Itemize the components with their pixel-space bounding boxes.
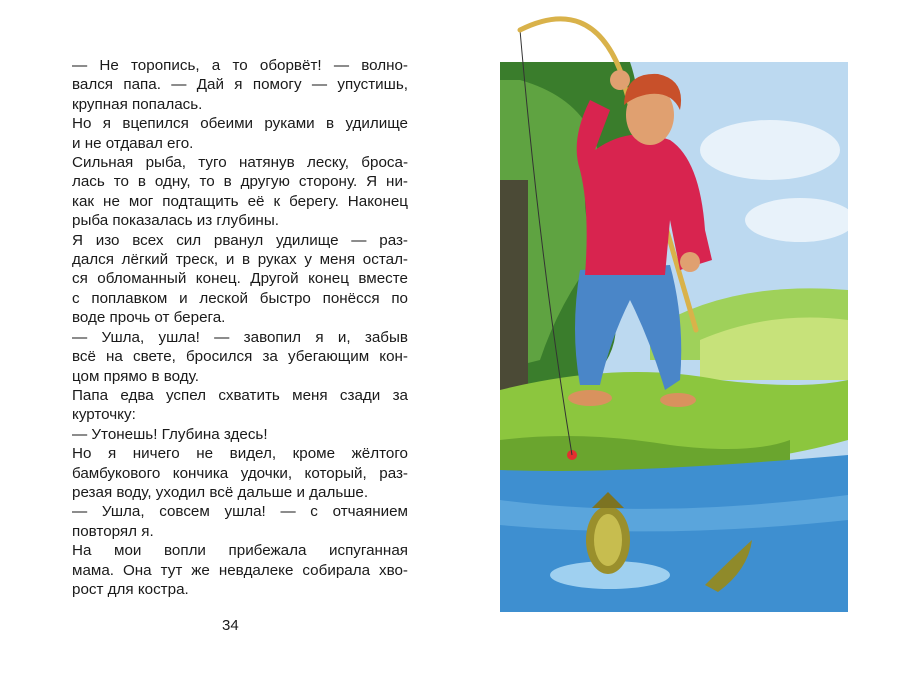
paragraph [72, 541, 408, 599]
paragraph [72, 231, 408, 328]
text-line: и не отдавал его. [72, 134, 194, 152]
text-line: курточку: [72, 406, 136, 424]
text-line: — Ушла, ушла! — завопил я и, забыв [72, 328, 408, 346]
text-line: ся обломанный конец. Другой конец вместе [72, 270, 408, 288]
text-line: резая воду, уходил всё дальше и дальше. [72, 483, 369, 501]
tree-trunk [500, 180, 528, 420]
text-line: бамбукового кончика удочки, который, раз- [72, 464, 408, 482]
paragraph [72, 502, 408, 541]
text-line: рыба показалась из глубины. [72, 212, 279, 230]
text-line: рост для костра. [72, 580, 189, 598]
text-line: лась то в одну, то в другую сторону. Я ни- [72, 173, 408, 191]
boy-hand [680, 252, 700, 272]
text-line: цом прямо в воду. [72, 367, 199, 385]
text-line: Но я ничего не видел, кроме жёлтого [72, 445, 408, 463]
text-line: крупная попалась. [72, 95, 203, 113]
text-line: с поплавком и леской быстро понёсся по [72, 289, 408, 307]
cloud [700, 120, 840, 180]
paragraph [72, 153, 408, 231]
text-line: Но я вцепился обеими руками в удилище [72, 115, 408, 133]
paragraph [72, 328, 408, 386]
paragraph [72, 425, 408, 444]
text-line: мама. Она тут же невдалеке собирала хво- [72, 561, 408, 579]
boy-foot [660, 393, 696, 407]
text-line: повторял я. [72, 522, 154, 540]
text-line: Папа едва успел схватить меня сзади за [72, 386, 408, 404]
story-text [72, 56, 408, 599]
text-line: — Ушла, совсем ушла! — с отчаянием [72, 503, 408, 521]
text-line: — Не торопись, а то оборвёт! — волно- [72, 57, 408, 74]
boy-hand [610, 70, 630, 90]
text-line: На мои вопли прибежала испуганная [72, 542, 408, 560]
text-line: всё на свете, бросился за убегающим кон- [72, 348, 408, 366]
page-number: 34 [222, 617, 239, 634]
paragraph [72, 56, 408, 114]
text-line: Сильная рыба, туго натянув леску, броса- [72, 154, 408, 172]
water [500, 455, 848, 612]
text-line: воде прочь от берега. [72, 309, 226, 327]
text-line: — Утонешь! Глубина здесь! [72, 425, 268, 443]
text-line: как не мог подтащить её к берегу. Наконец [72, 192, 408, 210]
text-line: Я изо всех сил рванул удилище — раз- [72, 231, 408, 249]
boy-foot [568, 390, 612, 406]
text-line: вался папа. — Дай я помогу — упустишь, [72, 76, 408, 94]
paragraph [72, 444, 408, 502]
paragraph [72, 114, 408, 153]
text-line: дался лёгкий треск, и в руках у меня остал- [72, 251, 408, 269]
paragraph [72, 386, 408, 425]
fishing-boy-illustration [500, 0, 848, 612]
